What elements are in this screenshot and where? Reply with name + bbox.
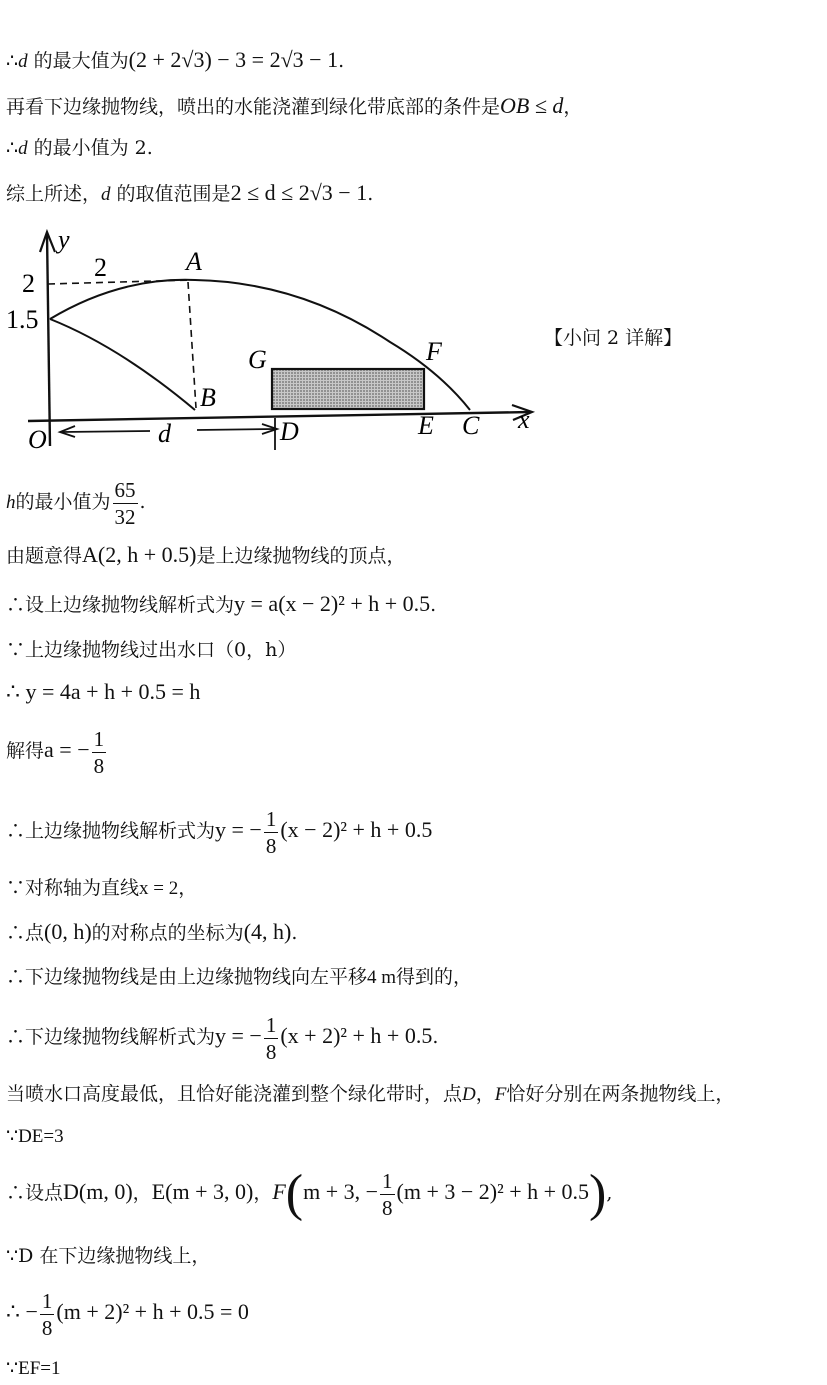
fraction-65-32: $\frac{65}{32}$ [114, 477, 136, 529]
max-value-expr: (2 + 2√3) − 3 = 2√3 − 1 [128, 47, 339, 72]
label-A: A [186, 247, 202, 276]
fraction-1-8: $\frac{1}{8}$ [41, 1288, 53, 1340]
line-3: ∴d 的最小值为 2. [6, 137, 153, 159]
line-20: ∴ − $\frac{1}{8}$ (m + 2)² + h + 0.5 = 0 [6, 1288, 249, 1340]
label-D: D [280, 417, 299, 446]
label-y: y [58, 225, 70, 254]
x-axis [28, 412, 530, 421]
vertex-A: A(2, h + 0.5) [82, 542, 197, 567]
lower-parabola [50, 319, 195, 410]
line-10: 解得a = − $\frac{1}{8}$ [6, 726, 105, 778]
fraction-1-8: $\frac{1}{8}$ [265, 806, 277, 858]
side-note: 【小问 2 详解】 [544, 327, 683, 349]
line-8: ∵上边缘抛物线过出水口（0，h） [6, 639, 297, 661]
line-6: 由题意得A(2, h + 0.5)是上边缘抛物线的顶点， [6, 542, 406, 567]
distance-arrow-left [62, 431, 150, 432]
label-E: E [418, 411, 434, 440]
line-19: ∵D 在下边缘抛物线上， [6, 1245, 211, 1267]
line-15: ∴下边缘抛物线解析式为y = − $\frac{1}{8}$ (x + 2)² + h + 0.5. [6, 1012, 439, 1064]
line-4: 综上所述，d 的取值范围是2 ≤ d ≤ 2√3 − 1. [6, 180, 374, 205]
line-9: ∴ y = 4a + h + 0.5 = h [6, 679, 201, 704]
line-14: ∴下边缘抛物线是由上边缘抛物线向左平移4 m得到的， [6, 966, 473, 988]
label-C: C [462, 411, 480, 440]
label-O: O [28, 425, 47, 454]
fraction-1-8: $\frac{1}{8}$ [265, 1012, 277, 1064]
line-12: ∵对称轴为直线x = 2， [6, 877, 198, 899]
range-expr: 2 ≤ d ≤ 2√3 − 1 [230, 180, 368, 205]
line-13: ∴点(0, h)的对称点的坐标为(4, h). [6, 919, 298, 944]
var-d: d [18, 51, 28, 72]
line-1: ∴d 的最大值为(2 + 2√3) − 3 = 2√3 − 1. [6, 47, 345, 72]
line-5: h的最小值为 $\frac{65}{32}$ . [6, 477, 146, 529]
label-1-5: 1.5 [6, 305, 39, 334]
line-2: 再看下边缘抛物线，喷出的水能浇灌到绿化带底部的条件是OB ≤ d， [6, 93, 583, 118]
point-D: D(m, 0) [63, 1179, 133, 1204]
fraction-1-8: $\frac{1}{8}$ [93, 726, 105, 778]
y-axis [47, 234, 50, 446]
line-18: ∴设点D(m, 0)，E(m + 3, 0)，F(m + 3, − $\frac{1}{8}$ (m + 3 − 2)² + h + 0.5), [6, 1165, 613, 1222]
line-17: ∵DE=3 [6, 1126, 64, 1147]
dashed-A-to-B [188, 282, 196, 408]
label-d: d [158, 419, 171, 448]
label-B: B [200, 383, 216, 412]
point-E: E(m + 3, 0) [151, 1179, 254, 1204]
point-F: F [272, 1179, 286, 1204]
fraction-1-8: $\frac{1}{8}$ [382, 1168, 393, 1220]
line-7: ∴设上边缘抛物线解析式为y = a(x − 2)² + h + 0.5. [6, 591, 437, 616]
green-belt [272, 369, 424, 409]
left-paren: ( [285, 1165, 304, 1222]
label-2-top: 2 [94, 253, 107, 282]
dashed-height-2 [48, 280, 192, 284]
label-2-axis: 2 [22, 269, 35, 298]
upper-formula-general: y = a(x − 2)² + h + 0.5 [234, 591, 431, 616]
parabola-diagram [0, 222, 560, 457]
label-G: G [248, 345, 267, 374]
condition-expr: OB ≤ d [500, 93, 564, 118]
distance-arrow-right [197, 429, 275, 430]
line-21: ∵EF=1 [6, 1358, 61, 1379]
line-16: 当喷水口高度最低，且恰好能浇灌到整个绿化带时，点D，F恰好分别在两条抛物线上， [6, 1083, 735, 1105]
label-F: F [426, 337, 442, 366]
label-x: x [518, 405, 530, 434]
line-11: ∴上边缘抛物线解析式为y = − $\frac{1}{8}$ (x − 2)² + h + 0.5 [6, 806, 433, 858]
right-paren: ) [589, 1165, 607, 1222]
